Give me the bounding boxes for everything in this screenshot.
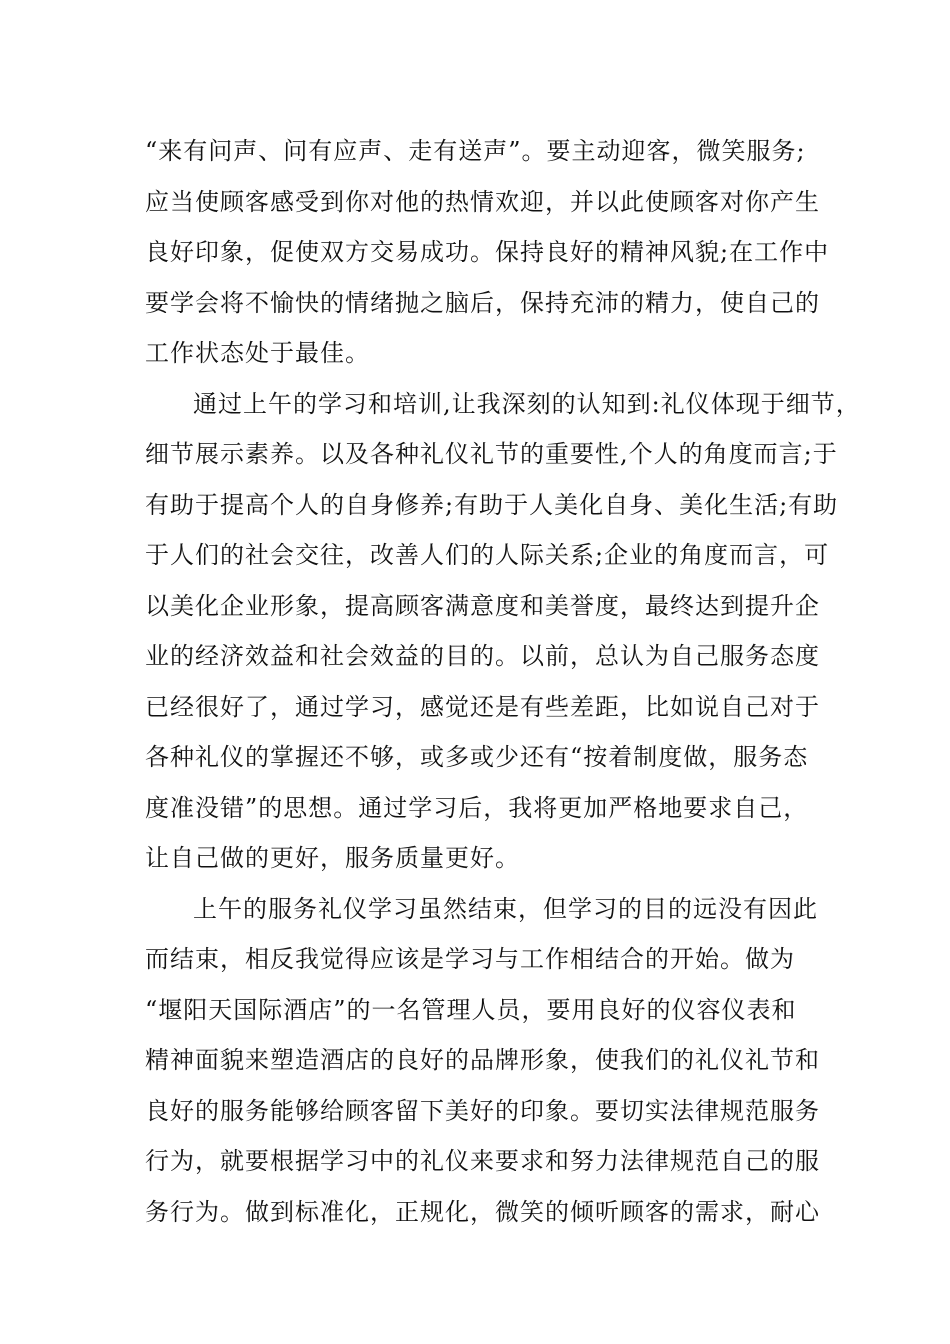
text-line: 务行为。做到标准化，正规化，微笑的倾听顾客的需求，耐心 <box>145 1197 820 1226</box>
text-line: 要学会将不愉快的情绪抛之脑后，保持充沛的精力，使自己的 <box>145 288 820 317</box>
text-line: 应当使顾客感受到你对他的热情欢迎，并以此使顾客对你产生 <box>145 187 820 216</box>
paragraph-first-line: 上午的服务礼仪学习虽然结束，但学习的目的远没有因此 <box>193 894 818 923</box>
text-line: 细节展示素养。以及各种礼仪礼节的重要性,个人的角度而言;于 <box>145 440 838 468</box>
text-line: 工作状态处于最佳。 <box>145 339 370 367</box>
text-line: 精神面貌来塑造酒店的良好的品牌形象，使我们的礼仪礼节和 <box>145 1046 820 1074</box>
body-text <box>145 126 861 1237</box>
text-line: 良好的服务能够给顾客留下美好的印象。要切实法律规范服务 <box>145 1096 820 1125</box>
text-line: 行为，就要根据学习中的礼仪来要求和努力法律规范自己的服 <box>145 1147 820 1175</box>
text-line: 而结束，相反我觉得应该是学习与工作相结合的开始。做为 <box>145 945 795 973</box>
text-line: 已经很好了，通过学习，感觉还是有些差距，比如说自己对于 <box>145 692 820 721</box>
text-line: 以美化企业形象，提高顾客满意度和美誉度，最终达到提升企 <box>145 591 820 620</box>
text-line: 让自己做的更好，服务质量更好。 <box>145 844 520 872</box>
text-line: 业的经济效益和社会效益的目的。以前，总认为自己服务态度 <box>145 642 820 670</box>
text-line: “来有问声、问有应声、走有送声”。要主动迎客，微笑服务; <box>145 137 806 165</box>
text-line: 度准没错”的思想。通过学习后，我将更加严格地要求自己， <box>145 793 809 822</box>
text-line: 良好印象，促使双方交易成功。保持良好的精神风貌;在工作中 <box>145 238 830 266</box>
text-line: “堰阳天国际酒店”的一名管理人员，要用良好的仪容仪表和 <box>145 995 797 1024</box>
text-line: 各种礼仪的掌握还不够，或多或少还有“按着制度做，服务态 <box>145 743 809 771</box>
text-line: 有助于提高个人的自身修养;有助于人美化自身、美化生活;有助 <box>145 490 839 519</box>
paragraph-first-line: 通过上午的学习和培训,让我深刻的认知到:礼仪体现于细节， <box>193 389 861 418</box>
text-line: 于人们的社会交往，改善人们的人际关系;企业的角度而言，可 <box>145 541 830 569</box>
